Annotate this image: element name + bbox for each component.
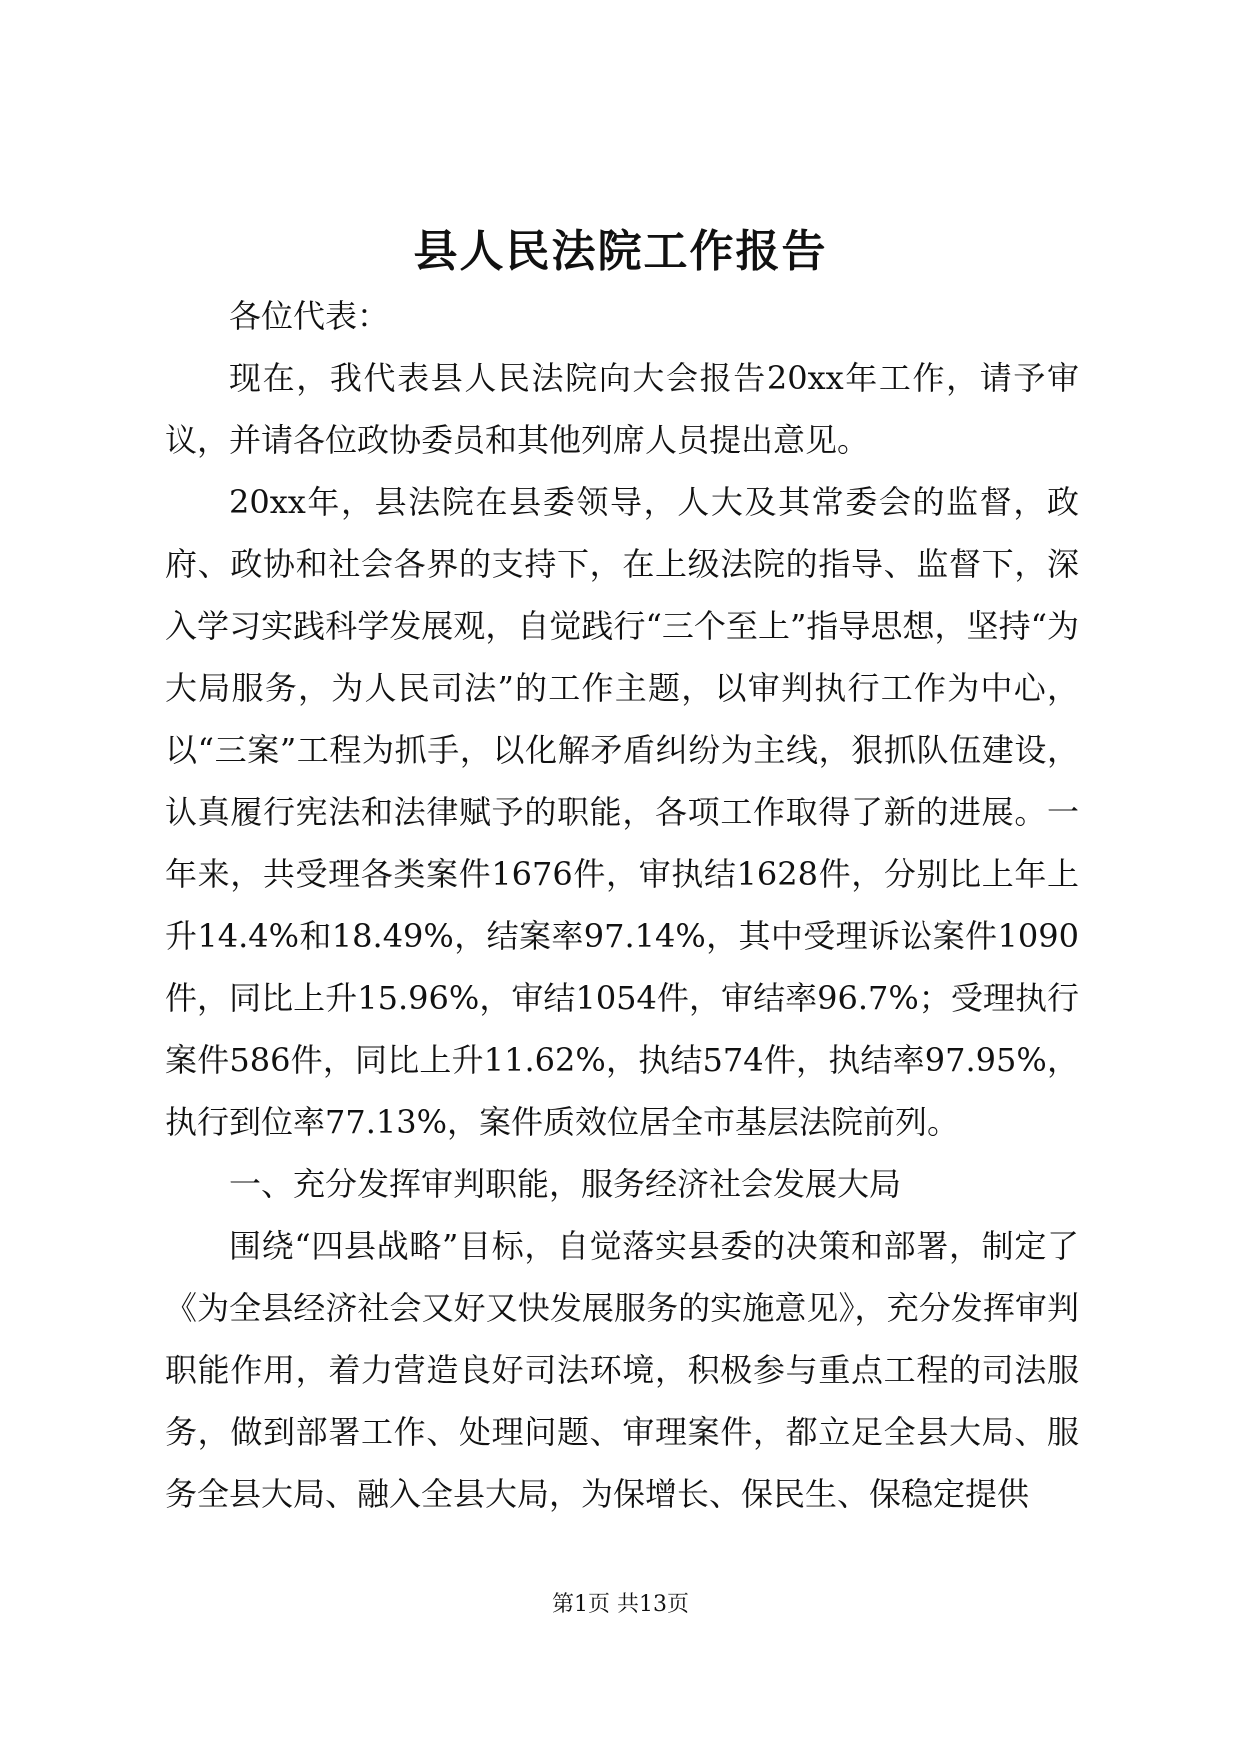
paragraph-summary: 20xx年，县法院在县委领导，人大及其常委会的监督，政府、政协和社会各界的支持下，在上级法院的指导、监督下，深入学习实践科学发展观，自觉践行“三个至上”指导思想，坚持“为大局服务，为人民司法”的工作主题，以审判执行工作为中心，以“三案”工程为抓手，以化解矛盾纠纷为主线，狠抓队伍建设，认真履行宪法和法律赋予的职能，各项工作取得了新的进展。一年来，共受理各类案件1676件，审执结1628件，分别比上年上升14.4%和18.49%，结案率97.14%，其中受理诉讼案件1090件，同比上升15.96%，审结1054件，审结率96.7%；受理执行案件586件，同比上升11.62%，执结574件，执结率97.95%，执行到位率77.13%，案件质效位居全市基层法院前列。 [165, 483, 1079, 1141]
paragraph-section-1: 围绕“四县战略”目标，自觉落实县委的决策和部署，制定了《为全县经济社会又好又快发展服务的实施意见》，充分发挥审判职能作用，着力营造良好司法环境，积极参与重点工程的司法服务，做到部署工作、处理问题、审理案件，都立足全县大局、服务全县大局、融入全县大局，为保增长、保民生、保稳定提供 [165, 1227, 1079, 1513]
section-heading: 一、充分发挥审判职能，服务经济社会发展大局 [229, 1165, 902, 1203]
salutation: 各位代表： [229, 297, 390, 335]
document-body [165, 285, 1079, 1525]
page-number-footer: 第1页 共13页 [552, 1592, 689, 1617]
document-title: 县人民法院工作报告 [413, 226, 828, 277]
paragraph-intro: 现在，我代表县人民法院向大会报告20xx年工作，请予审议，并请各位政协委员和其他列席人员提出意见。 [165, 359, 1079, 459]
